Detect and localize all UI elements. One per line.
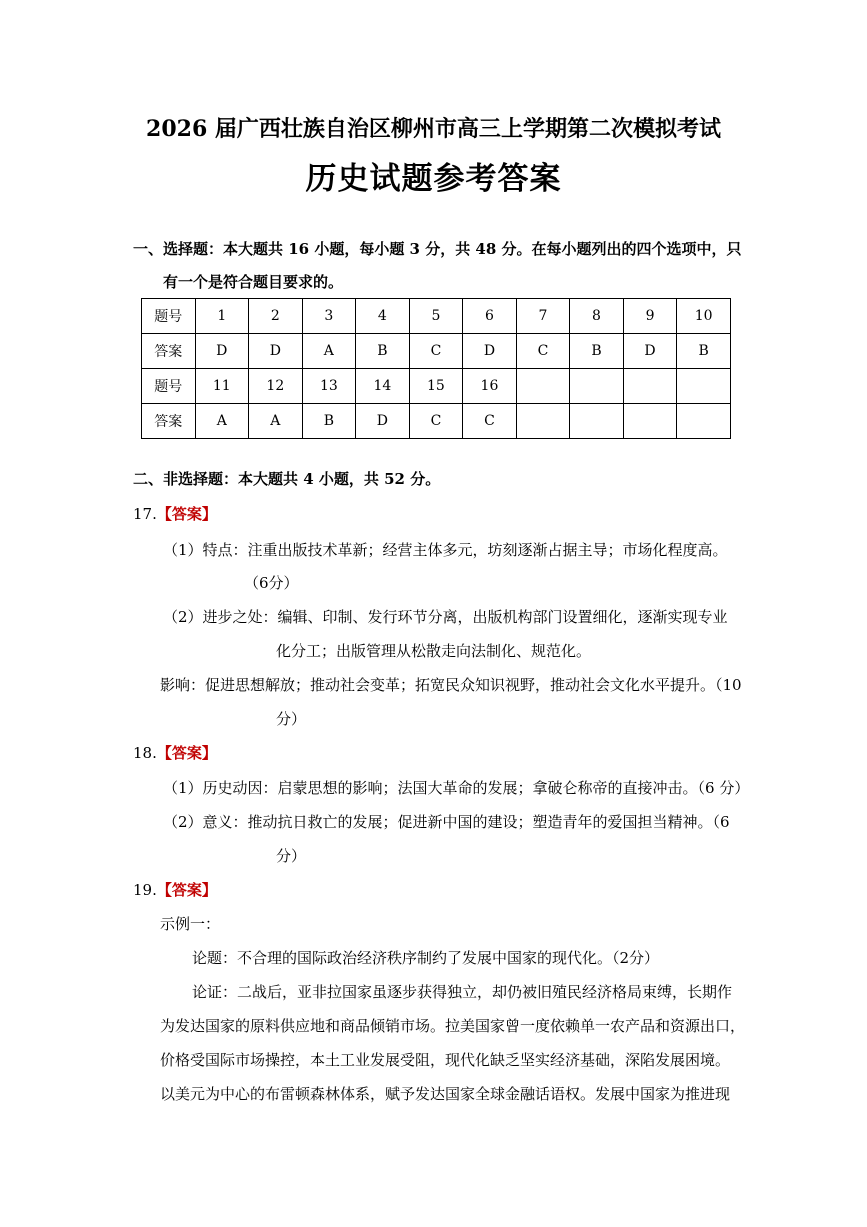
document-title: 2026 届广西壮族自治区柳州市高三上学期第二次模拟考试 [146,116,721,142]
table-cell: A [195,404,249,439]
q17-p1-line2: （6分） [244,574,299,592]
table-row [142,404,731,439]
table-cell [516,404,570,439]
table-cell: 2 [249,299,303,334]
question-number: 17. [133,505,157,523]
table-cell: 11 [195,369,249,404]
q19-argument-line2: 为发达国家的原料供应地和商品倾销市场。拉美国家曾一度依赖单一农产品和资源出口， [160,1017,746,1035]
table-cell: C [463,404,517,439]
table-row [142,334,731,369]
answer-tag: 【答案】 [156,881,217,899]
table-cell: 题号 [142,369,196,404]
answer-table [141,298,731,439]
q18-p2-line2: 分） [276,847,307,865]
document-subtitle: 历史试题参考答案 [305,161,562,197]
question-number: 18. [133,744,157,762]
answer-tag: 【答案】 [156,505,217,523]
table-cell [623,404,677,439]
section1-heading-line1: 一、选择题：本大题共 16 小题，每小题 3 分，共 48 分。在每小题列出的四个选项中，只 [133,240,742,258]
q18-p2-line1: （2）意义：推动抗日救亡的发展；促进新中国的建设；塑造青年的爱国担当精神。（6 [163,813,730,831]
table-row [142,299,731,334]
table-row [142,369,731,404]
table-cell: A [249,404,303,439]
table-cell: 答案 [142,334,196,369]
table-cell: 14 [356,369,410,404]
q17-p3-line2: 分） [276,710,307,728]
table-cell: D [249,334,303,369]
question-18-label [133,742,217,763]
table-cell [516,369,570,404]
table-cell: D [195,334,249,369]
table-cell: C [516,334,570,369]
question-17-label [133,503,217,524]
table-cell [677,404,731,439]
table-cell: B [677,334,731,369]
table-cell: 1 [195,299,249,334]
q19-argument-line3: 价格受国际市场操控，本土工业发展受阻，现代化缺乏坚实经济基础，深陷发展困境。 [160,1051,731,1069]
q19-thesis: 论题：不合理的国际政治经济秩序制约了发展中国家的现代化。（2分） [192,949,660,967]
q18-p1: （1）历史动因：启蒙思想的影响；法国大革命的发展；拿破仑称帝的直接冲击。（6 分） [163,779,750,797]
q17-p3-line1: 影响：促进思想解放；推动社会变革；拓宽民众知识视野，推动社会文化水平提升。（10 [160,676,742,694]
table-cell: D [356,404,410,439]
table-cell: D [623,334,677,369]
table-cell: 5 [409,299,463,334]
table-cell: A [302,334,356,369]
table-cell: 题号 [142,299,196,334]
question-number: 19. [133,881,157,899]
table-cell: 8 [570,299,624,334]
table-cell: B [302,404,356,439]
table-cell: 13 [302,369,356,404]
table-cell: C [409,404,463,439]
question-19-label [133,879,217,900]
answer-tag: 【答案】 [156,744,217,762]
table-cell: 6 [463,299,517,334]
section1-heading-line2: 有一个是符合题目要求的。 [163,273,344,291]
q19-example-label: 示例一： [160,915,221,933]
table-cell: 答案 [142,404,196,439]
table-cell: B [570,334,624,369]
table-cell [570,404,624,439]
q17-p2-line1: （2）进步之处：编辑、印制、发行环节分离，出版机构部门设置细化，逐渐实现专业 [163,608,728,626]
table-cell [623,369,677,404]
q17-p2-line2: 化分工；出版管理从松散走向法制化、规范化。 [276,642,592,660]
table-cell [677,369,731,404]
section2-heading: 二、非选择题：本大题共 4 小题，共 52 分。 [133,470,441,488]
table-cell: 16 [463,369,517,404]
table-cell: C [409,334,463,369]
table-cell: B [356,334,410,369]
table-cell: 7 [516,299,570,334]
table-cell: 15 [409,369,463,404]
q19-argument-line4: 以美元为中心的布雷顿森林体系，赋予发达国家全球金融话语权。发展中国家为推进现 [160,1085,731,1103]
table-cell: 9 [623,299,677,334]
q19-argument-line1: 论证：二战后，亚非拉国家虽逐步获得独立，却仍被旧殖民经济格局束缚，长期作 [192,983,733,1001]
q17-p1-line1: （1）特点：注重出版技术革新；经营主体多元，坊刻逐渐占据主导；市场化程度高。 [163,541,728,559]
table-cell [570,369,624,404]
table-cell: D [463,334,517,369]
table-cell: 12 [249,369,303,404]
table-cell: 10 [677,299,731,334]
table-cell: 4 [356,299,410,334]
table-cell: 3 [302,299,356,334]
